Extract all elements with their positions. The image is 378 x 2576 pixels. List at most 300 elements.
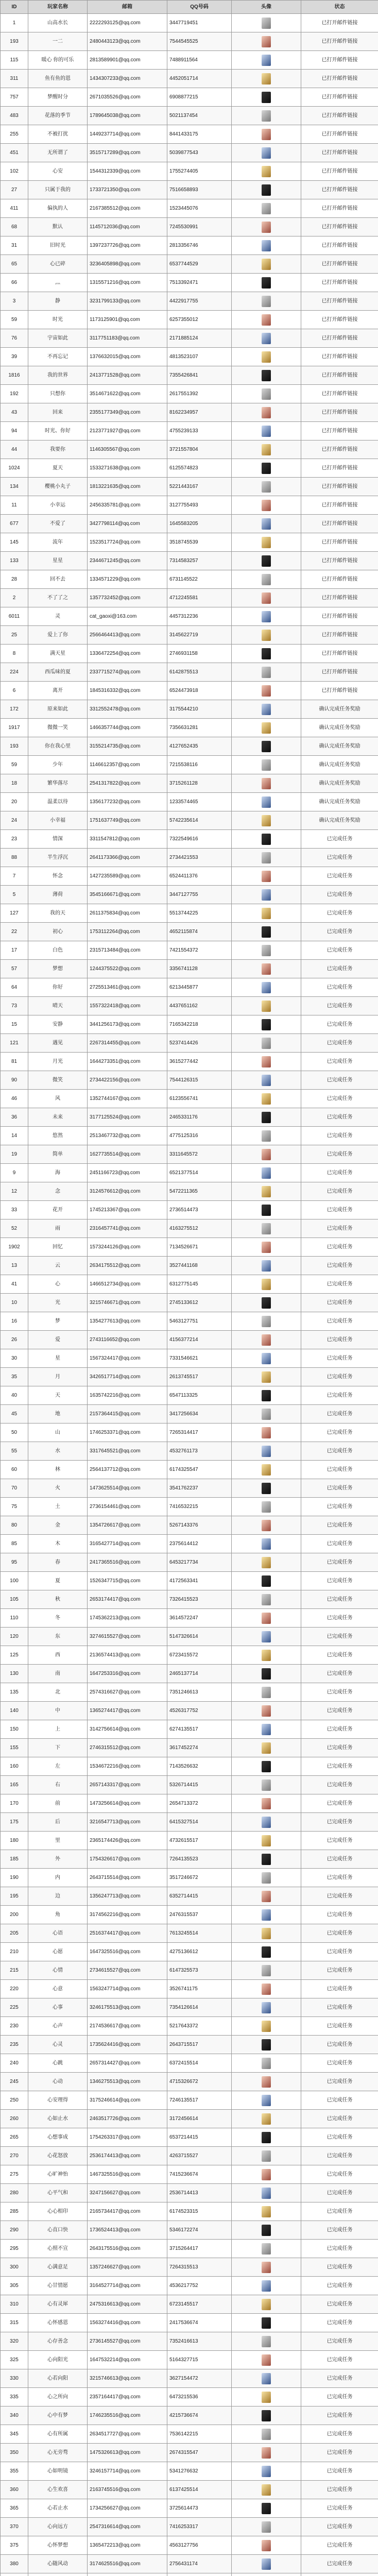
cell-email[interactable]: 1813221635@qq.com [88,478,167,496]
cell-email[interactable]: 1789645038@qq.com [88,107,167,125]
cell-email[interactable]: 1354726617@qq.com [88,1516,167,1535]
cell-email[interactable]: 2643715514@qq.com [88,1869,167,1887]
avatar[interactable] [262,518,271,530]
table-row[interactable] [1,32,378,51]
avatar[interactable] [262,1557,271,1568]
avatar[interactable] [262,1260,271,1272]
avatar[interactable] [262,2299,271,2310]
avatar[interactable] [262,2113,271,2125]
cell-email[interactable]: 1145712036@qq.com [88,218,167,236]
table-row[interactable] [1,1257,378,1275]
avatar[interactable] [262,1223,271,1234]
table-row[interactable] [1,255,378,274]
cell-email[interactable]: 1376632015@qq.com [88,348,167,366]
avatar[interactable] [262,1279,271,1290]
cell-email[interactable]: 2736154461@qq.com [88,1498,167,1516]
avatar[interactable] [262,1891,271,1902]
table-row[interactable] [1,2165,378,2184]
avatar[interactable] [262,2002,271,2013]
cell-email[interactable]: 2641173366@qq.com [88,849,167,867]
cell-email[interactable]: 2746315512@qq.com [88,1739,167,1757]
table-row[interactable] [1,2351,378,2369]
cell-email[interactable]: 2222293125@qq.com [88,14,167,32]
table-row[interactable] [1,107,378,125]
header-status[interactable]: 状态 [301,1,378,14]
cell-email[interactable]: 3155214735@qq.com [88,737,167,756]
cell-email[interactable]: 3274615527@qq.com [88,1628,167,1646]
cell-email[interactable]: 1336472254@qq.com [88,645,167,663]
cell-email[interactable]: 3165427714@qq.com [88,1535,167,1553]
table-row[interactable] [1,1294,378,1312]
avatar[interactable] [262,759,271,771]
avatar[interactable] [262,815,271,826]
table-row[interactable] [1,1034,378,1053]
avatar[interactable] [262,351,271,363]
table-row[interactable] [1,1275,378,1294]
avatar[interactable] [262,240,271,251]
cell-email[interactable]: 1754263317@qq.com [88,2128,167,2147]
table-row[interactable] [1,1609,378,1628]
avatar[interactable] [262,36,271,47]
cell-email[interactable]: 3246175513@qq.com [88,1998,167,2017]
table-row[interactable] [1,1553,378,1572]
table-row[interactable] [1,1998,378,2017]
avatar[interactable] [262,1501,271,1513]
cell-email[interactable]: 2267314455@qq.com [88,1034,167,1053]
avatar[interactable] [262,166,271,177]
table-row[interactable] [1,1053,378,1071]
cell-email[interactable]: 1352744167@qq.com [88,1090,167,1108]
avatar[interactable] [262,184,271,196]
cell-email[interactable]: 2163745516@qq.com [88,2481,167,2499]
cell-email[interactable]: 2316457741@qq.com [88,1219,167,1238]
table-row[interactable] [1,682,378,700]
avatar[interactable] [262,1946,271,1958]
avatar[interactable] [262,481,271,493]
avatar[interactable] [262,1112,271,1123]
cell-email[interactable]: 1751637749@qq.com [88,811,167,830]
table-row[interactable] [1,1776,378,1794]
avatar[interactable] [262,796,271,808]
avatar[interactable] [262,1446,271,1457]
cell-email[interactable]: 1434307233@qq.com [88,70,167,88]
avatar[interactable] [262,741,271,752]
table-row[interactable] [1,348,378,366]
avatar[interactable] [262,963,271,975]
cell-email[interactable]: 1736524413@qq.com [88,2221,167,2240]
avatar[interactable] [262,2225,271,2236]
cell-email[interactable]: 1563247714@qq.com [88,1980,167,1998]
table-row[interactable] [1,2406,378,2425]
avatar[interactable] [262,92,271,103]
avatar[interactable] [262,1575,271,1587]
table-row[interactable] [1,756,378,774]
cell-email[interactable]: 2123771927@qq.com [88,422,167,440]
cell-email[interactable]: 2547316614@qq.com [88,2518,167,2536]
table-row[interactable] [1,830,378,849]
avatar[interactable] [262,982,271,993]
cell-email[interactable]: 1365472213@qq.com [88,2536,167,2555]
table-row[interactable] [1,2110,378,2128]
cell-email[interactable]: 3545166671@qq.com [88,886,167,904]
table-row[interactable] [1,2017,378,2036]
header-avatar[interactable]: 头像 [232,1,301,14]
cell-email[interactable]: 1146305567@qq.com [88,440,167,459]
avatar[interactable] [262,1817,271,1828]
avatar[interactable] [262,388,271,400]
table-row[interactable] [1,1461,378,1479]
cell-email[interactable]: 2653174417@qq.com [88,1590,167,1609]
table-row[interactable] [1,1906,378,1924]
cell-email[interactable]: 1573244126@qq.com [88,1238,167,1257]
table-row[interactable] [1,1739,378,1757]
avatar[interactable] [262,1984,271,1995]
cell-email[interactable]: 3236405898@qq.com [88,255,167,274]
table-row[interactable] [1,1442,378,1461]
cell-email[interactable]: 3317645521@qq.com [88,1442,167,1461]
cell-email[interactable]: 1534672216@qq.com [88,1757,167,1776]
avatar[interactable] [262,333,271,344]
avatar[interactable] [262,2503,271,2514]
table-row[interactable] [1,607,378,626]
avatar[interactable] [262,2262,271,2273]
avatar[interactable] [262,1798,271,1809]
avatar[interactable] [262,1909,271,1921]
table-row[interactable] [1,51,378,70]
avatar[interactable] [262,2132,271,2143]
table-row[interactable] [1,1108,378,1127]
table-row[interactable] [1,1164,378,1182]
cell-email[interactable]: 1523517724@qq.com [88,533,167,552]
avatar[interactable] [262,1854,271,1865]
cell-email[interactable]: 2634175512@qq.com [88,1257,167,1275]
table-row[interactable] [1,2369,378,2388]
table-row[interactable] [1,1516,378,1535]
cell-email[interactable]: 1357732452@qq.com [88,589,167,607]
avatar[interactable] [262,2392,271,2403]
cell-email[interactable]: 3515717289@qq.com [88,144,167,162]
table-row[interactable] [1,941,378,960]
table-row[interactable] [1,70,378,88]
header-qq[interactable]: QQ号码 [167,1,232,14]
avatar[interactable] [262,1038,271,1049]
table-row[interactable] [1,2277,378,2295]
table-row[interactable] [1,2147,378,2165]
table-row[interactable] [1,274,378,292]
avatar[interactable] [262,2540,271,2551]
table-row[interactable] [1,1201,378,1219]
avatar[interactable] [262,1390,271,1401]
table-row[interactable] [1,2202,378,2221]
table-row[interactable] [1,2332,378,2351]
table-row[interactable] [1,867,378,886]
cell-email[interactable]: 3177125524@qq.com [88,1108,167,1127]
table-row[interactable] [1,1961,378,1980]
table-row[interactable] [1,1386,378,1405]
table-row[interactable] [1,199,378,218]
cell-email[interactable]: 1753112264@qq.com [88,923,167,941]
table-row[interactable] [1,626,378,645]
table-row[interactable] [1,515,378,533]
avatar[interactable] [262,1130,271,1142]
avatar[interactable] [262,648,271,659]
cell-email[interactable]: 2541317822@qq.com [88,774,167,793]
avatar[interactable] [262,2188,271,2199]
avatar[interactable] [262,2558,271,2570]
cell-email[interactable]: 2536174413@qq.com [88,2147,167,2165]
cell-email[interactable]: 1526347715@qq.com [88,1572,167,1590]
avatar[interactable] [262,2521,271,2533]
cell-email[interactable]: 1635742216@qq.com [88,1386,167,1405]
table-row[interactable] [1,292,378,311]
cell-email[interactable]: 1356177232@qq.com [88,793,167,811]
avatar[interactable] [262,630,271,641]
table-row[interactable] [1,1646,378,1665]
avatar[interactable] [262,407,271,418]
cell-email[interactable]: 1473625514@qq.com [88,1479,167,1498]
table-row[interactable] [1,125,378,144]
avatar[interactable] [262,1297,271,1309]
table-row[interactable] [1,1219,378,1238]
avatar[interactable] [262,500,271,511]
table-row[interactable] [1,2240,378,2258]
table-row[interactable] [1,1720,378,1739]
cell-email[interactable]: 2564137712@qq.com [88,1461,167,1479]
avatar[interactable] [262,908,271,919]
cell-email[interactable]: 1475326613@qq.com [88,2444,167,2462]
cell-email[interactable]: 1449237714@qq.com [88,125,167,144]
cell-email[interactable]: 2475316613@qq.com [88,2295,167,2314]
table-row[interactable] [1,2128,378,2147]
table-row[interactable] [1,2054,378,2073]
avatar[interactable] [262,129,271,140]
cell-email[interactable]: 1397237726@qq.com [88,236,167,255]
avatar[interactable] [262,1742,271,1754]
cell-email[interactable]: 1647325516@qq.com [88,1943,167,1961]
cell-email[interactable]: 3117751183@qq.com [88,329,167,348]
cell-email[interactable]: 2657143317@qq.com [88,1776,167,1794]
cell-email[interactable]: 1244375522@qq.com [88,960,167,978]
cell-email[interactable]: 3175246614@qq.com [88,2091,167,2110]
table-row[interactable] [1,2221,378,2240]
cell-email[interactable]: 1467325516@qq.com [88,2165,167,2184]
cell-email[interactable]: 1346275513@qq.com [88,2073,167,2091]
table-row[interactable] [1,440,378,459]
avatar[interactable] [262,537,271,548]
table-row[interactable] [1,1590,378,1609]
table-row[interactable] [1,1312,378,1331]
avatar[interactable] [262,1835,271,1846]
avatar[interactable] [262,1520,271,1531]
table-row[interactable] [1,1794,378,1813]
table-row[interactable] [1,1683,378,1702]
cell-email[interactable]: 2451166723@qq.com [88,1164,167,1182]
cell-email[interactable]: 3231799133@qq.com [88,292,167,311]
table-row[interactable] [1,1572,378,1590]
cell-email[interactable]: 3426517714@qq.com [88,1368,167,1386]
table-row[interactable] [1,1628,378,1646]
avatar[interactable] [262,1872,271,1884]
cell-email[interactable]: 3124576612@qq.com [88,1182,167,1201]
cell-email[interactable]: 2413771528@qq.com [88,366,167,385]
cell-email[interactable]: 2337715274@qq.com [88,663,167,682]
table-row[interactable] [1,2518,378,2536]
table-row[interactable] [1,496,378,515]
table-row[interactable] [1,385,378,403]
avatar[interactable] [262,1056,271,1067]
table-row[interactable] [1,1702,378,1720]
cell-email[interactable]: 2574316627@qq.com [88,1683,167,1702]
table-row[interactable] [1,1980,378,1998]
table-row[interactable] [1,1145,378,1164]
table-row[interactable] [1,1924,378,1943]
avatar[interactable] [262,704,271,715]
avatar[interactable] [262,1334,271,1346]
avatar[interactable] [262,852,271,863]
table-row[interactable] [1,2184,378,2202]
cell-email[interactable]: 1845316332@qq.com [88,682,167,700]
cell-email[interactable]: 3427798114@qq.com [88,515,167,533]
avatar[interactable] [262,2466,271,2477]
cell-email[interactable]: 1644273351@qq.com [88,1053,167,1071]
cell-email[interactable]: 1557322418@qq.com [88,997,167,1015]
avatar[interactable] [262,926,271,938]
cell-email[interactable] [88,2573,167,2576]
cell-email[interactable]: 3142756614@qq.com [88,1720,167,1739]
avatar[interactable] [262,1594,271,1605]
cell-email[interactable]: 1466512734@qq.com [88,1275,167,1294]
table-row[interactable] [1,1498,378,1516]
table-row[interactable] [1,774,378,793]
table-row[interactable] [1,1182,378,1201]
table-row[interactable] [1,2258,378,2277]
cell-email[interactable]: 2813589901@qq.com [88,51,167,70]
table-row[interactable] [1,533,378,552]
cell-email[interactable]: 1746253371@qq.com [88,1423,167,1442]
table-row[interactable] [1,811,378,830]
cell-email[interactable]: 3216547713@qq.com [88,1813,167,1832]
cell-email[interactable]: 1734256627@qq.com [88,2499,167,2518]
table-row[interactable] [1,1349,378,1368]
avatar[interactable] [262,1668,271,1680]
table-row[interactable] [1,719,378,737]
cell-email[interactable]: 1466357744@qq.com [88,719,167,737]
avatar[interactable] [262,147,271,159]
avatar[interactable] [262,1371,271,1383]
table-row[interactable] [1,2499,378,2518]
avatar[interactable] [262,1019,271,1030]
cell-email[interactable]: 1754326617@qq.com [88,1850,167,1869]
table-row[interactable] [1,329,378,348]
table-row[interactable] [1,886,378,904]
cell-email[interactable]: 2136574413@qq.com [88,1646,167,1665]
table-row[interactable] [1,1331,378,1349]
table-row[interactable] [1,570,378,589]
cell-email[interactable]: 3311547812@qq.com [88,830,167,849]
avatar[interactable] [262,2095,271,2106]
cell-email[interactable]: 2315713484@qq.com [88,941,167,960]
cell-email[interactable]: 2643175516@qq.com [88,2240,167,2258]
header-id[interactable]: ID [1,1,28,14]
table-row[interactable] [1,1850,378,1869]
table-row[interactable] [1,181,378,199]
table-row[interactable] [1,1665,378,1683]
table-row[interactable] [1,663,378,682]
avatar[interactable] [262,444,271,455]
avatar[interactable] [262,1928,271,1939]
cell-email[interactable]: 1533271638@qq.com [88,459,167,478]
table-row[interactable] [1,1887,378,1906]
avatar[interactable] [262,574,271,585]
cell-email[interactable]: cat_gaoxi@163.com [88,607,167,626]
cell-email[interactable]: 1544312339@qq.com [88,162,167,181]
avatar[interactable] [262,2354,271,2366]
cell-email[interactable]: 2743116652@qq.com [88,1331,167,1349]
cell-email[interactable]: 1746235516@qq.com [88,2406,167,2425]
cell-email[interactable]: 2344671245@qq.com [88,552,167,570]
avatar[interactable] [262,1186,271,1197]
table-row[interactable] [1,2388,378,2406]
avatar[interactable] [262,296,271,307]
avatar[interactable] [262,1724,271,1735]
avatar[interactable] [262,2039,271,2050]
cell-email[interactable]: 3312552478@qq.com [88,700,167,719]
avatar[interactable] [262,277,271,289]
avatar[interactable] [262,426,271,437]
avatar[interactable] [262,1353,271,1364]
avatar[interactable] [262,1149,271,1160]
table-row[interactable] [1,478,378,496]
table-row[interactable] [1,162,378,181]
avatar[interactable] [262,778,271,789]
table-row[interactable] [1,737,378,756]
cell-email[interactable]: 1735624416@qq.com [88,2036,167,2054]
cell-email[interactable]: 2167385512@qq.com [88,199,167,218]
cell-email[interactable]: 2671035526@qq.com [88,88,167,107]
cell-email[interactable]: 3215746613@qq.com [88,2369,167,2388]
table-row[interactable] [1,2073,378,2091]
avatar[interactable] [262,1075,271,1086]
avatar[interactable] [262,2169,271,2180]
cell-email[interactable]: 1334571229@qq.com [88,570,167,589]
cell-email[interactable]: 1146612357@qq.com [88,756,167,774]
table-row[interactable] [1,14,378,32]
table-row[interactable] [1,1405,378,1423]
avatar[interactable] [262,2206,271,2217]
avatar[interactable] [262,222,271,233]
avatar[interactable] [262,73,271,84]
cell-email[interactable]: 2611375834@qq.com [88,904,167,923]
table-row[interactable] [1,589,378,607]
table-row[interactable] [1,403,378,422]
cell-email[interactable]: 2734422156@qq.com [88,1071,167,1090]
avatar[interactable] [262,2243,271,2255]
cell-email[interactable]: 1365274417@qq.com [88,1702,167,1720]
table-row[interactable] [1,2444,378,2462]
table-row[interactable] [1,960,378,978]
avatar[interactable] [262,2373,271,2384]
table-row[interactable] [1,422,378,440]
avatar[interactable] [262,1705,271,1717]
avatar[interactable] [262,722,271,734]
avatar[interactable] [262,1761,271,1772]
table-row[interactable] [1,2573,378,2576]
table-row[interactable] [1,2425,378,2444]
table-row[interactable] [1,218,378,236]
table-row[interactable] [1,923,378,941]
table-row[interactable] [1,1127,378,1145]
cell-email[interactable]: 1357246627@qq.com [88,2258,167,2277]
